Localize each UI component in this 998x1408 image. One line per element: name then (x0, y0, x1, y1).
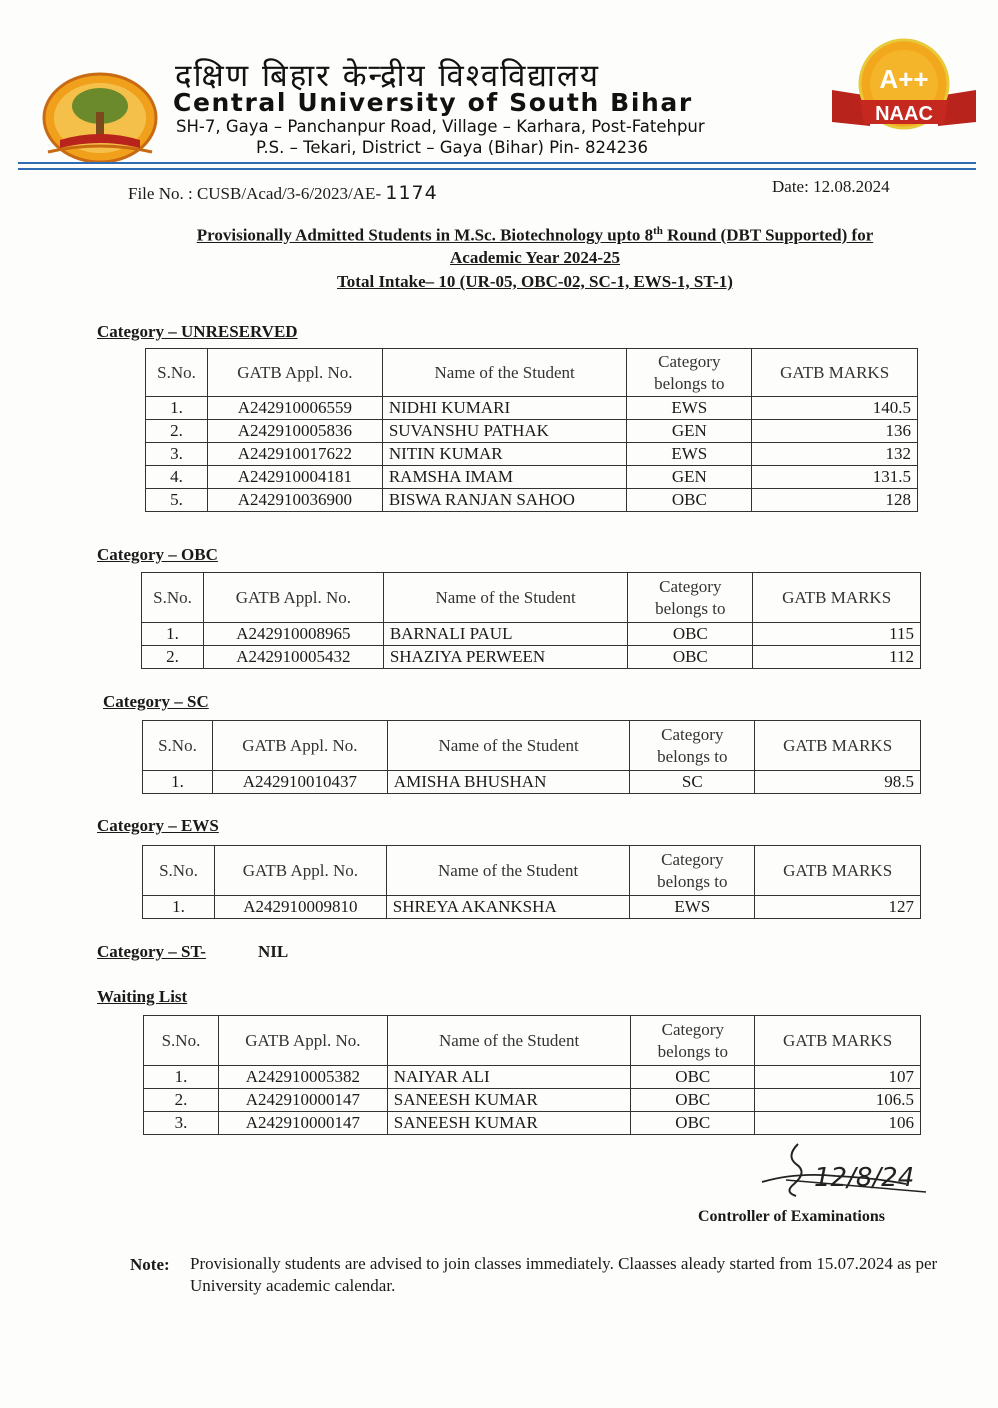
address-line-1: SH-7, Gaya – Panchanpur Road, Village – Karhara, Post-Fatehpur (176, 117, 705, 136)
cell-appl: A242910005836 (207, 420, 382, 443)
table-row (146, 397, 918, 420)
col-name: Name of the Student (387, 1016, 631, 1066)
title-line1a: Provisionally Admitted Students in M.Sc. Biotechnology upto 8 (196, 225, 654, 245)
university-name-english: Central University of South Bihar (173, 88, 693, 117)
cell-appl: A242910017622 (207, 443, 382, 466)
table-header-row (146, 349, 918, 397)
col-name: Name of the Student (386, 846, 630, 896)
cell-name: SANEESH KUMAR (387, 1112, 631, 1135)
header-rule (18, 162, 976, 164)
cell-sno: 4. (146, 466, 208, 489)
col-category-line1: Category (661, 724, 724, 744)
cell-name: AMISHA BHUSHAN (387, 771, 630, 794)
col-marks: GATB MARKS (755, 1016, 921, 1066)
table-header-row (142, 573, 921, 623)
col-category-line2: belongs to (654, 373, 725, 393)
cell-sno: 1. (146, 397, 208, 420)
cell-category: OBC (627, 489, 752, 512)
cell-marks: 132 (752, 443, 918, 466)
cell-name: SHREYA AKANKSHA (386, 896, 630, 919)
col-name: Name of the Student (387, 721, 630, 771)
cell-marks: 136 (752, 420, 918, 443)
cell-appl: A242910000147 (218, 1112, 387, 1135)
cell-category: OBC (631, 1112, 755, 1135)
table-row (146, 466, 918, 489)
note-label: Note: (130, 1255, 170, 1274)
university-name-hindi: दक्षिण बिहार केन्द्रीय विश्वविद्यालय (175, 58, 600, 94)
cell-category: EWS (630, 896, 755, 919)
address-line-2: P.S. – Tekari, District – Gaya (Bihar) Pin- 824236 (256, 138, 648, 157)
university-logo (40, 70, 160, 165)
cell-category: EWS (627, 397, 752, 420)
col-category-line1: Category (661, 849, 724, 869)
table-header-row (143, 721, 921, 771)
col-category (630, 721, 755, 771)
table-row (146, 420, 918, 443)
col-appl: GATB Appl. No. (203, 573, 383, 623)
cell-name: SUVANSHU PATHAK (382, 420, 627, 443)
col-category-line2: belongs to (657, 746, 728, 766)
document-title (100, 225, 970, 246)
title-total-intake: Total Intake– 10 (UR-05, OBC-02, SC-1, EWS-1, ST-1) (337, 272, 733, 291)
col-sno: S.No. (143, 721, 213, 771)
cell-appl: A242910000147 (218, 1089, 387, 1112)
col-appl: GATB Appl. No. (207, 349, 382, 397)
cell-marks: 98.5 (755, 771, 921, 794)
col-appl: GATB Appl. No. (214, 846, 386, 896)
unreserved-table (145, 348, 918, 512)
category-heading-ews: Category – EWS (97, 816, 219, 835)
table-row (143, 771, 921, 794)
col-sno: S.No. (143, 846, 215, 896)
col-sno: S.No. (144, 1016, 219, 1066)
col-marks: GATB MARKS (755, 721, 921, 771)
col-appl: GATB Appl. No. (218, 1016, 387, 1066)
cell-category: OBC (628, 646, 753, 669)
col-marks: GATB MARKS (752, 349, 918, 397)
table-row (143, 896, 921, 919)
table-header-row (143, 846, 921, 896)
col-name: Name of the Student (382, 349, 627, 397)
cell-sno: 3. (144, 1112, 219, 1135)
table-header-row (144, 1016, 921, 1066)
sc-table (142, 720, 921, 794)
cell-name: RAMSHA IMAM (382, 466, 627, 489)
col-category (630, 846, 755, 896)
cell-name: BARNALI PAUL (383, 623, 628, 646)
cell-appl: A242910004181 (207, 466, 382, 489)
table-row (146, 443, 918, 466)
col-category (631, 1016, 755, 1066)
col-marks: GATB MARKS (755, 846, 921, 896)
controller-signature (756, 1136, 936, 1206)
note-text: Provisionally students are advised to join classes immediately. Claasses aleady started from 15.07.2024 as per University academic calendar. (190, 1254, 938, 1295)
naac-grade: A++ (879, 64, 929, 94)
cell-appl: A242910010437 (212, 771, 387, 794)
col-category-line2: belongs to (655, 598, 726, 618)
table-row (142, 646, 921, 669)
cell-appl: A242910005382 (218, 1066, 387, 1089)
cell-name: NAIYAR ALI (387, 1066, 631, 1089)
title-line1b: Round (DBT Supported) for (662, 225, 874, 245)
st-nil-value: NIL (258, 942, 289, 961)
cell-sno: 1. (143, 771, 213, 794)
cell-sno: 2. (146, 420, 208, 443)
table-row (144, 1112, 921, 1135)
cell-appl: A242910036900 (207, 489, 382, 512)
cell-category: EWS (627, 443, 752, 466)
cell-category: GEN (627, 466, 752, 489)
cell-name: SHAZIYA PERWEEN (383, 646, 628, 669)
cell-appl: A242910008965 (203, 623, 383, 646)
table-row (144, 1089, 921, 1112)
col-category-line1: Category (661, 1019, 724, 1039)
header-rule (18, 168, 976, 170)
cell-category: SC (630, 771, 755, 794)
cell-marks: 106 (755, 1112, 921, 1135)
cell-sno: 5. (146, 489, 208, 512)
category-heading-unreserved: Category – UNRESERVED (97, 322, 298, 341)
cell-appl: A242910006559 (207, 397, 382, 420)
col-category-line2: belongs to (657, 1041, 728, 1061)
signature-date: 12/8/24 (814, 1163, 915, 1193)
cell-sno: 2. (142, 646, 204, 669)
table-row (144, 1066, 921, 1089)
cell-appl: A242910009810 (214, 896, 386, 919)
naac-badge (830, 38, 978, 138)
cell-marks: 106.5 (755, 1089, 921, 1112)
cell-marks: 112 (753, 646, 921, 669)
file-number (128, 182, 438, 204)
cell-name: SANEESH KUMAR (387, 1089, 631, 1112)
table-row (146, 489, 918, 512)
obc-table (141, 572, 921, 669)
cell-category: OBC (631, 1089, 755, 1112)
cell-marks: 128 (752, 489, 918, 512)
col-marks: GATB MARKS (753, 573, 921, 623)
table-row (142, 623, 921, 646)
col-sno: S.No. (142, 573, 204, 623)
cell-sno: 1. (144, 1066, 219, 1089)
cell-name: NITIN KUMAR (382, 443, 627, 466)
waiting-list-heading: Waiting List (97, 987, 188, 1006)
waiting-list-table (143, 1015, 921, 1135)
col-category-line2: belongs to (657, 871, 728, 891)
controller-designation: Controller of Examinations (698, 1208, 885, 1225)
col-category (627, 349, 752, 397)
category-heading-sc: Category – SC (103, 692, 209, 711)
title-superscript: th (653, 225, 663, 237)
cell-category: OBC (628, 623, 753, 646)
cell-category: OBC (631, 1066, 755, 1089)
cell-name: BISWA RANJAN SAHOO (382, 489, 627, 512)
cell-sno: 1. (143, 896, 215, 919)
cell-sno: 3. (146, 443, 208, 466)
naac-label: NAAC (875, 103, 933, 125)
category-heading-st: Category – ST- (97, 942, 206, 961)
cell-marks: 131.5 (752, 466, 918, 489)
col-category-line1: Category (659, 576, 722, 596)
cell-category: GEN (627, 420, 752, 443)
cell-marks: 115 (753, 623, 921, 646)
cell-name: NIDHI KUMARI (382, 397, 627, 420)
cell-marks: 107 (755, 1066, 921, 1089)
col-category-line1: Category (658, 351, 721, 371)
col-appl: GATB Appl. No. (212, 721, 387, 771)
cell-sno: 1. (142, 623, 204, 646)
category-heading-obc: Category – OBC (97, 545, 218, 564)
col-name: Name of the Student (383, 573, 628, 623)
col-sno: S.No. (146, 349, 208, 397)
cell-sno: 2. (144, 1089, 219, 1112)
ews-table (142, 845, 921, 919)
file-number-prefix: File No. : CUSB/Acad/3-6/2023/AE- (128, 184, 382, 203)
title-academic-year: Academic Year 2024-25 (450, 248, 620, 267)
cell-marks: 140.5 (752, 397, 918, 420)
cell-marks: 127 (755, 896, 921, 919)
cell-appl: A242910005432 (203, 646, 383, 669)
col-category (628, 573, 753, 623)
document-date: Date: 12.08.2024 (772, 177, 890, 196)
file-number-handwritten: 1174 (385, 182, 438, 204)
